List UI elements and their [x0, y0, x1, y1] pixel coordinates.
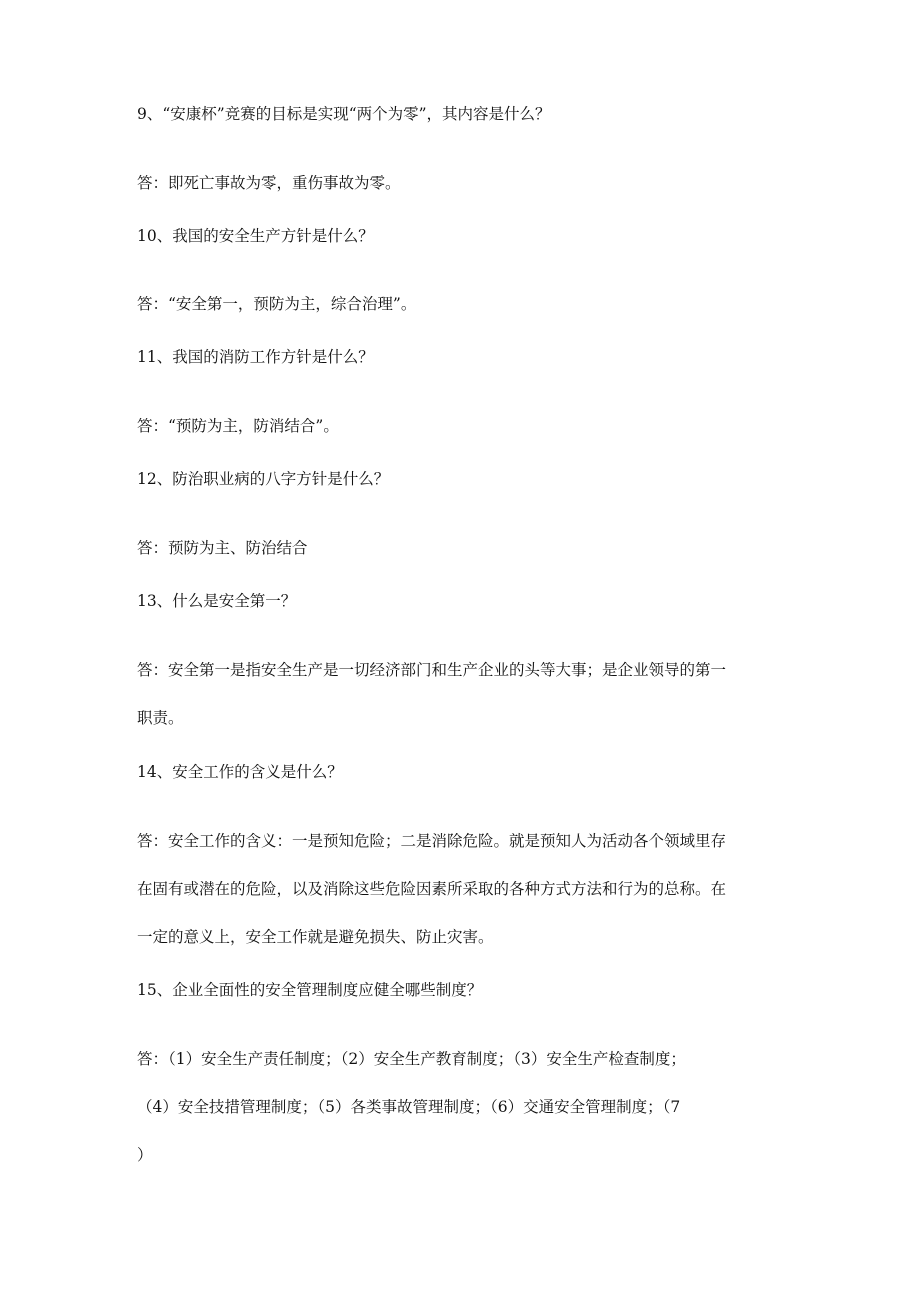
answer-15-line-2: （4）安全技措管理制度；（5）各类事故管理制度；（6）交通安全管理制度；（7 — [137, 1098, 681, 1116]
answer-14-line-2: 在固有或潜在的危险，以及消除这些危险因素所采取的各种方式方法和行为的总称。在 — [137, 880, 727, 898]
question-14: 14、安全工作的含义是什么？ — [137, 763, 343, 781]
answer-15-line-3: ） — [137, 1146, 153, 1164]
answer-14-line-1: 答：安全工作的含义：一是预知危险；二是消除危险。就是预知人为活动各个领域里存 — [137, 832, 727, 850]
question-15: 15、企业全面性的安全管理制度应健全哪些制度？ — [137, 981, 483, 999]
answer-9: 答：即死亡事故为零，重伤事故为零。 — [137, 174, 401, 192]
question-11: 11、我国的消防工作方针是什么？ — [137, 348, 374, 366]
answer-10: 答：“安全第一，预防为主，综合治理”。 — [137, 295, 417, 313]
answer-14-line-3: 一定的意义上，安全工作就是避免损失、防止灾害。 — [137, 928, 494, 946]
answer-12: 答：预防为主、防治结合 — [137, 539, 308, 557]
question-12: 12、防治职业病的八字方针是什么？ — [137, 470, 390, 488]
answer-15-line-1: 答：（1）安全生产责任制度；（2）安全生产教育制度；（3）安全生产检查制度； — [137, 1050, 686, 1068]
answer-13-line-1: 答：安全第一是指安全生产是一切经济部门和生产企业的头等大事；是企业领导的第一 — [137, 661, 727, 679]
answer-13-line-2: 职责。 — [137, 709, 184, 727]
question-13: 13、什么是安全第一？ — [137, 592, 297, 610]
answer-11: 答：“预防为主，防消结合”。 — [137, 417, 339, 435]
question-9: 9、“安康杯”竞赛的目标是实现“两个为零”，其内容是什么？ — [137, 105, 551, 123]
question-10: 10、我国的安全生产方针是什么？ — [137, 227, 374, 245]
